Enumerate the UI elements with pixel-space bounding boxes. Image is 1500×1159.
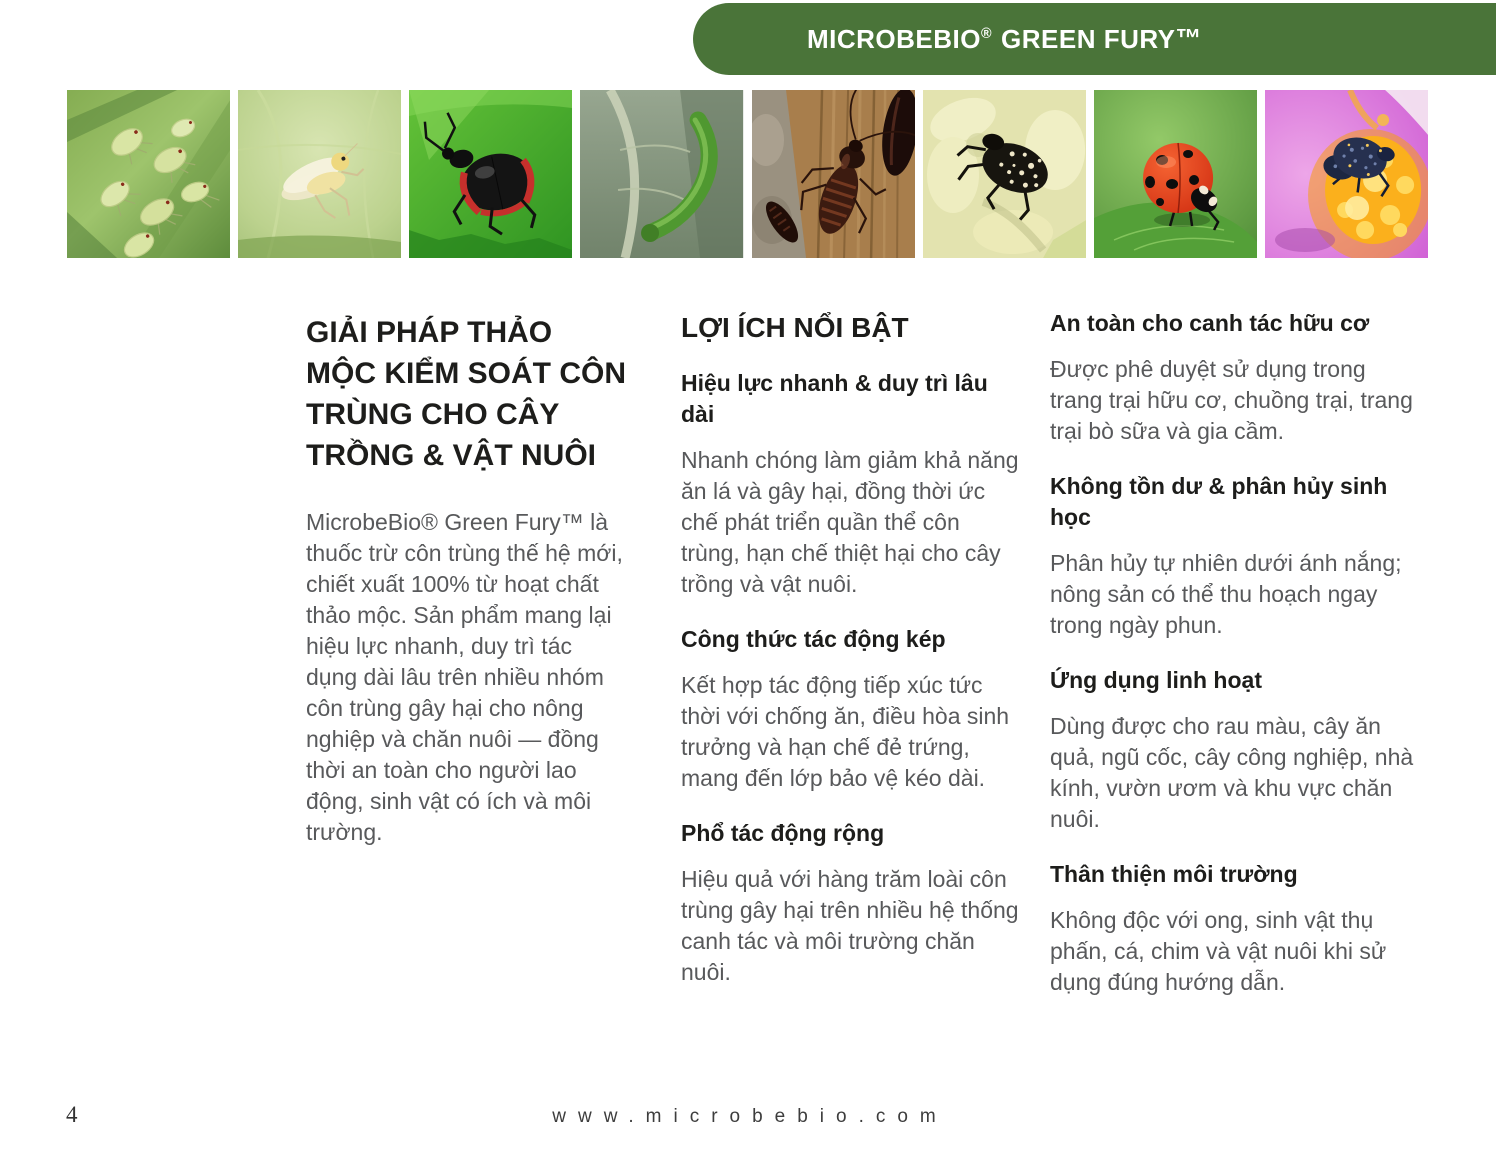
benefit-section	[681, 624, 1019, 794]
info-section	[1050, 471, 1422, 641]
photo-chafer-beetle	[923, 90, 1086, 258]
info-body: Dùng được cho rau màu, cây ăn quả, ngũ cốc, cây công nghiệp, nhà kính, vườn ươm và khu vực chăn nuôi.	[1050, 713, 1414, 832]
trademark-mark: ™	[1175, 23, 1203, 53]
photo-pollen-beetle	[1265, 90, 1428, 258]
info-body: Được phê duyệt sử dụng trong trang trại hữu cơ, chuồng trại, trang trại bò sữa và gia cầm.	[1050, 356, 1413, 444]
info-body: Không độc với ong, sinh vật thụ phấn, cá, chim và vật nuôi khi sử dụng đúng hướng dẫn.	[1050, 907, 1387, 995]
cockroach-illustration	[752, 90, 915, 258]
header-banner	[693, 3, 1496, 75]
benefits-column	[681, 310, 1019, 988]
benefit-body: Kết hợp tác động tiếp xúc tức thời với chống ăn, điều hòa sinh trưởng và hạn chế đẻ trứng, mang đến lớp bảo vệ kéo dài.	[681, 672, 1010, 791]
caterpillar-illustration	[580, 90, 743, 258]
photo-ladybug	[1094, 90, 1257, 258]
info-title: Không tồn dư & phân hủy sinh học	[1050, 473, 1388, 530]
page-number: 4	[66, 1102, 78, 1127]
info-section	[1050, 308, 1422, 447]
photo-aphids	[67, 90, 230, 258]
info-section	[1050, 859, 1422, 998]
info-body: Phân hủy tự nhiên dưới ánh nắng; nông sản có thể thu hoạch ngay trong ngày phun.	[1050, 550, 1402, 638]
ladybug-illustration	[1094, 90, 1257, 258]
benefits-heading: LỢI ÍCH NỔI BẬT	[681, 312, 909, 343]
intro-body: MicrobeBio® Green Fury™ là thuốc trừ côn trùng thế hệ mới, chiết xuất 100% từ hoạt chất thảo mộc. Sản phẩm mang lại hiệu lực nhanh, duy trì tác dụng dài lâu trên nhiều nhóm côn trùng gây hại cho nông nghiệp và chăn nuôi — đồng thời an toàn cho người lao động, sinh vật có ích và môi trường.	[306, 509, 623, 845]
benefit-section	[681, 818, 1019, 988]
aphids-illustration	[67, 90, 230, 258]
flea-beetle-illustration	[409, 90, 572, 258]
benefit-title: Phổ tác động rộng	[681, 820, 885, 846]
benefit-title: Hiệu lực nhanh & duy trì lâu dài	[681, 370, 988, 427]
safety-column	[1050, 308, 1422, 998]
benefit-body: Nhanh chóng làm giảm khả năng ăn lá và gây hại, đồng thời ức chế phát triển quần thể côn trùng, hạn chế thiệt hại cho cây trồng và vật nuôi.	[681, 447, 1019, 597]
intro-heading: GIẢI PHÁP THẢO MỘC KIỂM SOÁT CÔN TRÙNG CHO CÂY TRỒNG & VẬT NUÔI	[306, 316, 626, 472]
product-name: GREEN FURY	[1001, 24, 1176, 54]
intro-column	[306, 312, 628, 848]
photo-leafhopper	[238, 90, 401, 258]
benefit-body: Hiệu quả với hàng trăm loài côn trùng gây hại trên nhiều hệ thống canh tác và môi trường chăn nuôi.	[681, 866, 1019, 985]
chafer-beetle-illustration	[923, 90, 1086, 258]
photo-strip	[67, 90, 1428, 258]
leafhopper-illustration	[238, 90, 401, 258]
photo-flea-beetle	[409, 90, 572, 258]
photo-caterpillar	[580, 90, 743, 258]
info-section	[1050, 665, 1422, 835]
brand-name: MICROBEBIO	[806, 24, 981, 54]
info-title: Thân thiện môi trường	[1050, 861, 1298, 887]
pollen-beetle-illustration	[1265, 90, 1428, 258]
registered-mark: ®	[980, 26, 993, 42]
website-url: www.microbebio.com	[552, 1106, 948, 1127]
benefit-section	[681, 368, 1019, 600]
benefit-title: Công thức tác động kép	[681, 626, 946, 652]
photo-cockroach	[752, 90, 915, 258]
info-title: Ứng dụng linh hoạt	[1050, 667, 1262, 693]
info-title: An toàn cho canh tác hữu cơ	[1050, 310, 1370, 336]
banner-title	[807, 23, 1202, 55]
